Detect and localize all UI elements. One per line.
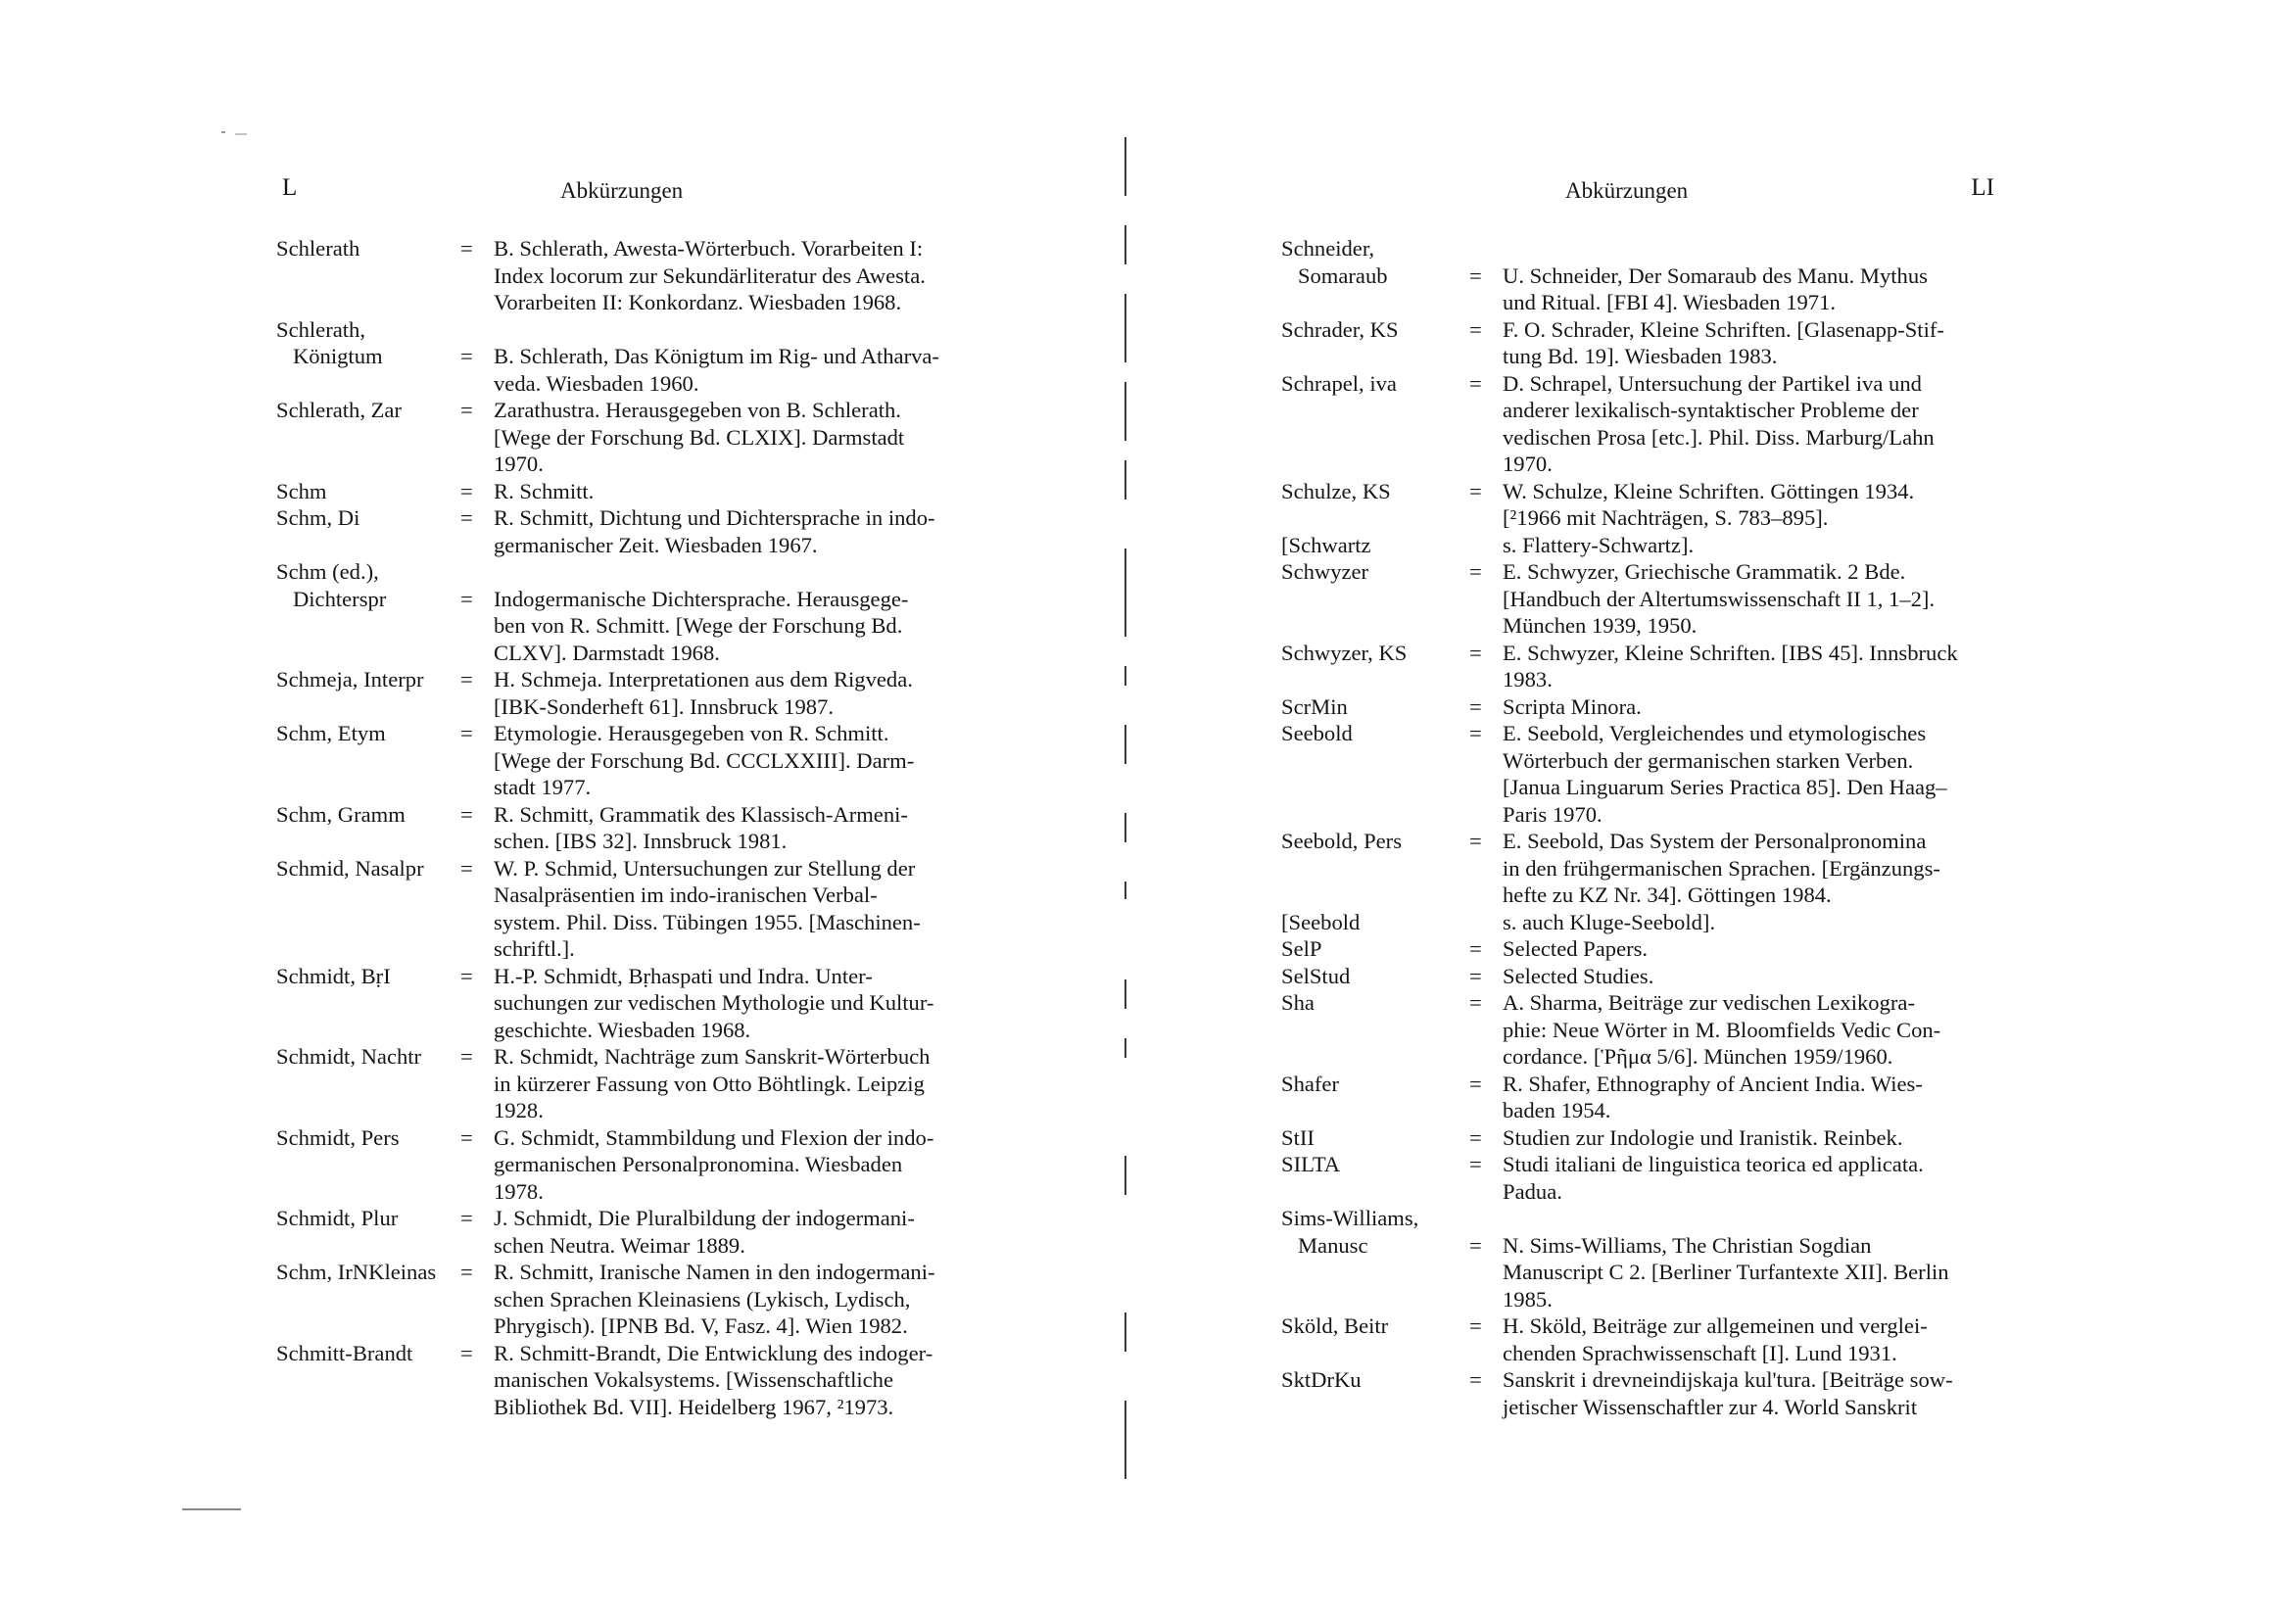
equals-sign: =: [460, 505, 473, 530]
abbreviation-entry: [1281, 720, 1994, 828]
equals-sign: =: [1469, 936, 1482, 961]
abbreviation-entry: [1281, 370, 1994, 478]
abbreviation-entry: [276, 504, 981, 558]
equals-sign: =: [460, 1124, 473, 1150]
abbreviation-term: Sims-Williams, Manusc: [1281, 1206, 1419, 1258]
abbreviation-entry: [1281, 640, 1994, 693]
equals-sign: =: [460, 1044, 473, 1069]
right-abbreviation-list: [1281, 235, 1994, 1420]
equals-sign: =: [460, 1340, 473, 1365]
abbreviation-expansion: B. Schlerath, Awesta-Wörterbuch. Vorarbeiten I: Index locorum zur Sekundärliteratur des Awesta. Vorarbeiten II: Konkordanz. Wiesbaden 1968.: [494, 236, 926, 314]
equals-sign: =: [1469, 370, 1482, 396]
equals-sign: =: [1469, 829, 1482, 853]
abbreviation-term: Schm, Gramm: [276, 801, 406, 827]
abbreviation-expansion: Selected Papers.: [1503, 936, 1649, 961]
abbreviation-expansion: R. Schmitt, Grammatik des Klassisch-Armeni- schen. [IBS 32]. Innsbruck 1981.: [494, 801, 908, 853]
abbreviation-expansion: s. Flattery-Schwartz].: [1503, 532, 1695, 557]
abbreviation-entry: [276, 1205, 981, 1259]
abbreviation-entry: [276, 801, 981, 855]
left-page-number: L: [282, 174, 298, 201]
abbreviation-expansion: E. Schwyzer, Griechische Grammatik. 2 Bde. [Handbuch der Altertumswissenschaft II 1, 1–2]. München 1939, 1950.: [1503, 559, 1936, 638]
abbreviation-term: Schmid, Nasalpr: [276, 855, 424, 881]
left-running-head: [276, 174, 981, 214]
abbreviation-entry: [1281, 989, 1994, 1071]
abbreviation-term: Schmidt, Pers: [276, 1124, 400, 1150]
abbreviation-expansion: R. Schmitt.: [494, 478, 595, 503]
abbreviation-entry: [276, 1043, 981, 1124]
equals-sign: =: [460, 586, 473, 611]
abbreviation-expansion: E. Schwyzer, Kleine Schriften. [IBS 45]. Innsbruck 1983.: [1503, 640, 1958, 692]
abbreviation-expansion: G. Schmidt, Stammbildung und Flexion der indo- germanischen Personalpronomina. Wiesbaden 1978.: [494, 1124, 934, 1204]
abbreviation-term: [Seebold: [1281, 909, 1361, 934]
abbreviation-term: Sha: [1281, 990, 1315, 1015]
abbreviation-entry: [1281, 1205, 1994, 1312]
equals-sign: =: [1469, 1124, 1482, 1150]
abbreviation-term: SelStud: [1281, 963, 1351, 988]
abbreviation-entry: [276, 1340, 981, 1421]
abbreviation-term: Schlerath, Königtum: [276, 316, 383, 368]
equals-sign: =: [1469, 693, 1482, 719]
abbreviation-term: Schm, IrNKleinas: [276, 1260, 437, 1284]
abbreviation-expansion: F. O. Schrader, Kleine Schriften. [Glasenapp-Stif- tung Bd. 19]. Wiesbaden 1983.: [1503, 316, 1944, 368]
abbreviation-entry: [1281, 532, 1994, 559]
scan-speck: [221, 131, 225, 133]
abbreviation-term: Schm, Etym: [276, 721, 386, 745]
abbreviation-entry: [276, 1124, 981, 1206]
abbreviation-term: Schlerath, Zar: [276, 398, 402, 422]
abbreviation-entry: [276, 478, 981, 505]
abbreviation-term: StII: [1281, 1124, 1315, 1150]
equals-sign: =: [460, 721, 473, 745]
abbreviation-expansion: Indogermanische Dichtersprache. Herausgege- ben von R. Schmitt. [Wege der Forschung Bd. CLXV]. Darmstadt 1968.: [494, 586, 909, 665]
abbreviation-entry: [1281, 963, 1994, 990]
equals-sign: =: [1469, 559, 1482, 584]
equals-sign: =: [460, 1260, 473, 1284]
left-running-title: Abkürzungen: [560, 178, 684, 203]
abbreviation-entry: [276, 397, 981, 478]
right-running-title: Abkürzungen: [1565, 178, 1689, 203]
abbreviation-entry: [1281, 235, 1994, 316]
abbreviation-term: [Schwartz: [1281, 532, 1371, 557]
abbreviation-expansion: E. Seebold, Vergleichendes und etymologisches Wörterbuch der germanischen starken Verben. [Janua Linguarum Series Practica 85]. Den Haag– Paris 1970.: [1503, 721, 1947, 827]
equals-sign: =: [1469, 990, 1482, 1015]
abbreviation-expansion: R. Schmitt-Brandt, Die Entwicklung des indoger- manischen Vokalsystems. [Wissenschaftliche Bibliothek Bd. VII]. Heidelberg 1967, ²1973.: [494, 1340, 933, 1419]
abbreviation-expansion: E. Seebold, Das System der Personalpronomina in den frühgermanischen Sprachen. [Ergänzungs- hefte zu KZ Nr. 34]. Göttingen 1984.: [1503, 829, 1940, 907]
abbreviation-expansion: D. Schrapel, Untersuchung der Partikel iva und anderer lexikalisch-syntaktischer Probleme der vedischen Prosa [etc.]. Phil. Diss. Marburg/Lahn 1970.: [1503, 370, 1935, 476]
abbreviation-term: Schrapel, iva: [1281, 370, 1397, 396]
abbreviation-entry: [1281, 1151, 1994, 1205]
abbreviation-term: Schm (ed.), Dichterspr: [276, 559, 387, 611]
equals-sign: =: [460, 801, 473, 827]
abbreviation-expansion: J. Schmidt, Die Pluralbildung der indogermani- schen Neutra. Weimar 1889.: [494, 1206, 915, 1258]
abbreviation-term: Seebold, Pers: [1281, 829, 1402, 853]
equals-sign: =: [1469, 721, 1482, 745]
abbreviation-entry: [1281, 693, 1994, 721]
abbreviation-entry: [276, 666, 981, 720]
abbreviation-term: Schlerath: [276, 236, 360, 261]
equals-sign: =: [460, 398, 473, 422]
abbreviation-term: Schmidt, Nachtr: [276, 1044, 422, 1069]
abbreviation-term: Schwyzer: [1281, 559, 1369, 584]
equals-sign: =: [1469, 316, 1482, 342]
abbreviation-term: Schulze, KS: [1281, 478, 1391, 503]
equals-sign: =: [1469, 963, 1482, 988]
abbreviation-expansion: Scripta Minora.: [1503, 693, 1642, 719]
page-gutter: [1124, 137, 1126, 1479]
abbreviation-entry: [1281, 1071, 1994, 1124]
abbreviation-term: SelP: [1281, 936, 1322, 961]
equals-sign: =: [460, 855, 473, 881]
abbreviation-entry: [1281, 1366, 1994, 1420]
abbreviation-entry: [276, 558, 981, 666]
abbreviation-term: Schmidt, Plur: [276, 1206, 399, 1230]
abbreviation-expansion: H. Sköld, Beiträge zur allgemeinen und verglei- chenden Sprachwissenschaft [I]. Lund 1931.: [1503, 1313, 1928, 1365]
abbreviation-entry: [1281, 478, 1994, 532]
equals-sign: =: [1469, 262, 1482, 288]
equals-sign: =: [1469, 478, 1482, 503]
abbreviation-expansion: s. auch Kluge-Seebold].: [1503, 909, 1716, 934]
abbreviation-term: Sköld, Beitr: [1281, 1313, 1389, 1338]
abbreviation-entry: [1281, 909, 1994, 936]
abbreviation-expansion: Selected Studies.: [1503, 963, 1654, 988]
equals-sign: =: [460, 667, 473, 692]
equals-sign: =: [460, 478, 473, 503]
equals-sign: =: [460, 344, 473, 368]
abbreviation-entry: [1281, 828, 1994, 909]
abbreviation-expansion: Studien zur Indologie und Iranistik. Reinbek.: [1503, 1124, 1903, 1150]
abbreviation-expansion: Studi italiani de linguistica teorica ed applicata. Padua.: [1503, 1152, 1924, 1204]
abbreviation-expansion: H.-P. Schmidt, Bṛhaspati und Indra. Unter- suchungen zur vedischen Mythologie und Kultur- geschichte. Wiesbaden 1968.: [494, 963, 934, 1042]
equals-sign: =: [1469, 1232, 1482, 1258]
abbreviation-expansion: H. Schmeja. Interpretationen aus dem Rigveda. [IBK-Sonderheft 61]. Innsbruck 1987.: [494, 667, 913, 719]
equals-sign: =: [460, 236, 473, 261]
abbreviation-term: SILTA: [1281, 1152, 1341, 1176]
abbreviation-expansion: R. Schmitt, Iranische Namen in den indogermani- schen Sprachen Kleinasiens (Lykisch, Lydisch, Phrygisch). [IPNB Bd. V, Fasz. 4]. Wien 1982.: [494, 1260, 935, 1338]
abbreviation-term: Schm: [276, 478, 327, 503]
abbreviation-term: Schm, Di: [276, 505, 360, 530]
abbreviation-term: ScrMin: [1281, 693, 1348, 719]
abbreviation-entry: [276, 235, 981, 316]
abbreviation-term: Shafer: [1281, 1071, 1339, 1096]
abbreviation-entry: [276, 963, 981, 1044]
abbreviation-entry: [276, 316, 981, 398]
abbreviation-expansion: R. Shafer, Ethnography of Ancient India. Wies- baden 1954.: [1503, 1071, 1923, 1122]
abbreviation-entry: [276, 1259, 981, 1340]
abbreviation-term: Schrader, KS: [1281, 316, 1399, 342]
equals-sign: =: [460, 963, 473, 988]
abbreviation-expansion: N. Sims-Williams, The Christian Sogdian Manuscript C 2. [Berliner Turfantexte XII]. Berlin 1985.: [1503, 1232, 1949, 1312]
abbreviation-expansion: W. P. Schmid, Untersuchungen zur Stellung der Nasalpräsentien im indo-iranischen Verbal- system. Phil. Diss. Tübingen 1955. [Maschinen- schriftl.].: [494, 855, 921, 961]
equals-sign: =: [1469, 1152, 1482, 1176]
equals-sign: =: [460, 1206, 473, 1230]
abbreviation-term: SktDrKu: [1281, 1367, 1362, 1392]
abbreviation-entry: [276, 720, 981, 801]
abbreviation-term: Schmitt-Brandt: [276, 1340, 413, 1365]
abbreviation-expansion: R. Schmitt, Dichtung und Dichtersprache in indo- germanischer Zeit. Wiesbaden 1967.: [494, 505, 935, 557]
abbreviation-term: Schmeja, Interpr: [276, 667, 424, 692]
abbreviation-expansion: R. Schmidt, Nachträge zum Sanskrit-Wörterbuch in kürzerer Fassung von Otto Böhtlingk. Leipzig 1928.: [494, 1044, 931, 1122]
abbreviation-expansion: A. Sharma, Beiträge zur vedischen Lexikogra- phie: Neue Wörter in M. Bloomfields Vedic Con- cordance. [Ῥῆμα 5/6]. München 1959/1960.: [1503, 990, 1941, 1069]
abbreviation-expansion: Etymologie. Herausgegeben von R. Schmitt. [Wege der Forschung Bd. CCCLXXIII]. Darm- stadt 1977.: [494, 721, 915, 799]
abbreviation-term: Seebold: [1281, 721, 1353, 745]
abbreviation-term: Schmidt, BṛI: [276, 963, 391, 988]
abbreviation-expansion: U. Schneider, Der Somaraub des Manu. Mythus und Ritual. [FBI 4]. Wiesbaden 1971.: [1503, 262, 1928, 314]
equals-sign: =: [1469, 1313, 1482, 1338]
abbreviation-entry: [1281, 1312, 1994, 1366]
abbreviation-expansion: Sanskrit i drevneindijskaja kul'tura. [Beiträge sow- jetischer Wissenschaftler zur 4. World Sanskrit: [1503, 1367, 1953, 1419]
left-abbreviation-list: [276, 235, 981, 1420]
scan-speck: [235, 133, 247, 135]
right-page-number: LI: [1971, 174, 1994, 201]
abbreviation-expansion: B. Schlerath, Das Königtum im Rig- und Atharva- veda. Wiesbaden 1960.: [494, 344, 939, 396]
abbreviation-entry: [1281, 558, 1994, 640]
abbreviation-entry: [1281, 935, 1994, 963]
abbreviation-expansion: Zarathustra. Herausgegeben von B. Schlerath. [Wege der Forschung Bd. CLXIX]. Darmstadt 1970.: [494, 398, 905, 476]
abbreviation-term: Schneider, Somaraub: [1281, 236, 1388, 288]
equals-sign: =: [1469, 1071, 1482, 1096]
scan-speck: [182, 1508, 241, 1510]
equals-sign: =: [1469, 1367, 1482, 1392]
abbreviation-entry: [276, 855, 981, 963]
abbreviation-expansion: W. Schulze, Kleine Schriften. Göttingen 1934. [²1966 mit Nachträgen, S. 783–895].: [1503, 478, 1915, 530]
abbreviation-entry: [1281, 316, 1994, 370]
abbreviation-entry: [1281, 1124, 1994, 1152]
abbreviation-term: Schwyzer, KS: [1281, 640, 1408, 665]
right-running-head: [1281, 174, 1994, 214]
equals-sign: =: [1469, 640, 1482, 665]
